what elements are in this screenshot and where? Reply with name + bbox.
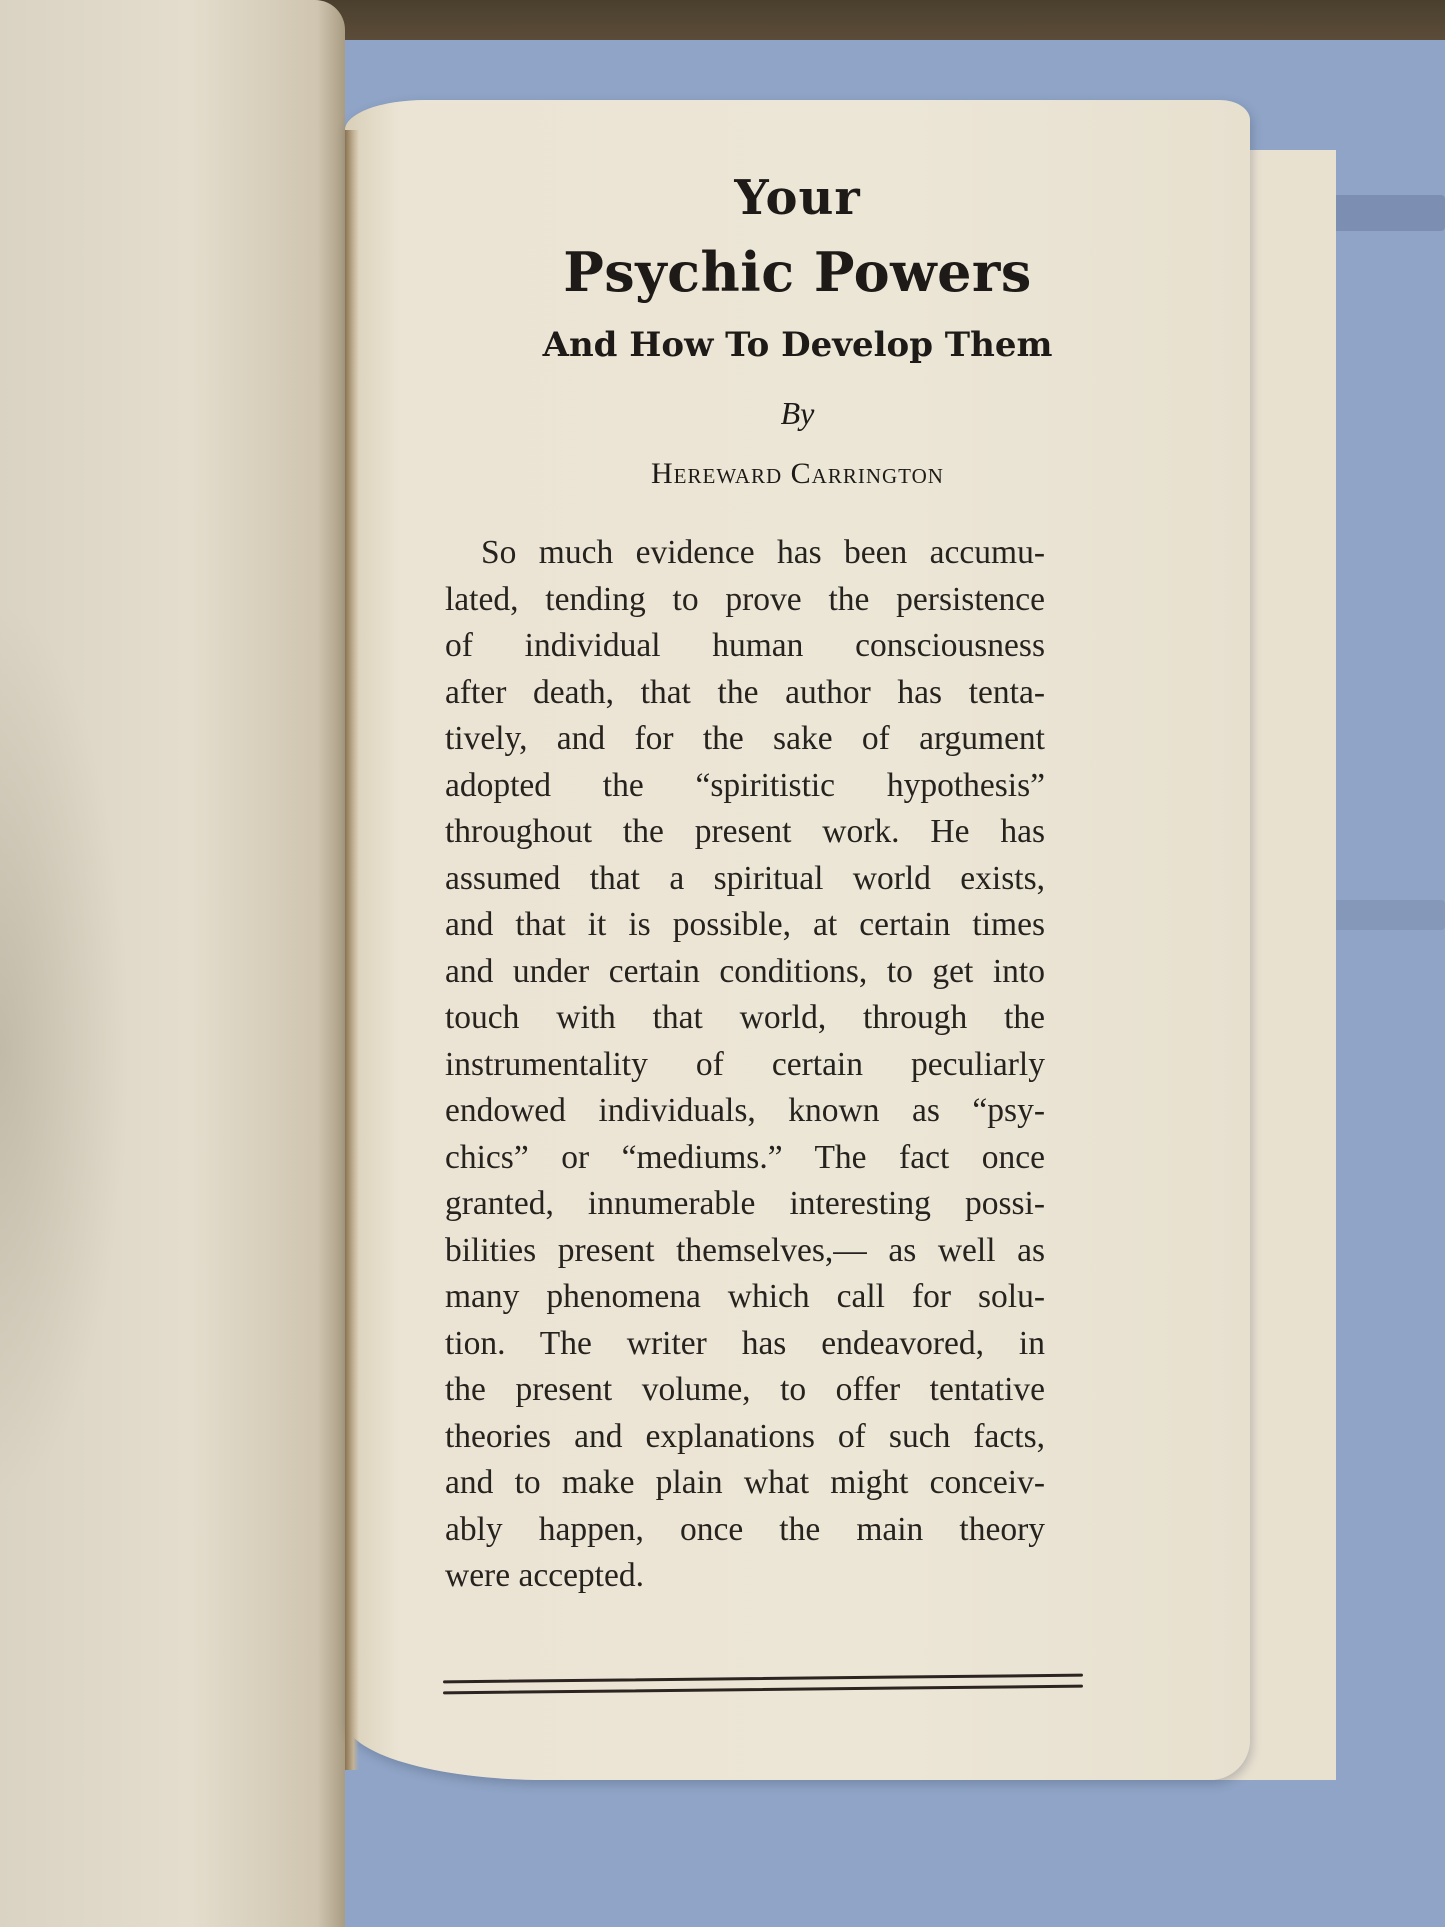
title-line-1: Your bbox=[734, 170, 861, 226]
text-line: bilities present themselves,— as well as bbox=[445, 1231, 1045, 1269]
text-line: lated, tending to prove the persistence bbox=[445, 580, 1045, 618]
text-line: ably happen, once the main theory bbox=[445, 1510, 1045, 1548]
text-line: assumed that a spiritual world exists, bbox=[445, 859, 1045, 897]
text-line: and that it is possible, at certain times bbox=[445, 906, 1045, 943]
left-page-shadow bbox=[0, 600, 130, 1500]
text-line: chics” or “mediums.” The fact once bbox=[445, 1138, 1045, 1176]
text-line: tively, and for the sake of argument bbox=[445, 720, 1045, 757]
text-line: throughout the present work. He has bbox=[445, 813, 1045, 850]
text-line: after death, that the author has tenta- bbox=[445, 673, 1045, 711]
text-line: were accepted. bbox=[445, 1557, 644, 1594]
decorative-double-rule-top bbox=[443, 1674, 1083, 1684]
text-line: touch with that world, through the bbox=[445, 999, 1045, 1036]
text-line: instrumentality of certain peculiarly bbox=[445, 1045, 1045, 1083]
text-line: granted, innumerable interesting possi- bbox=[445, 1185, 1045, 1222]
author-name: Hereward Carrington bbox=[651, 457, 944, 490]
title-line-2: Psychic Powers bbox=[563, 240, 1032, 304]
text-line: the present volume, to offer tentative bbox=[445, 1371, 1045, 1408]
body-paragraph bbox=[445, 530, 1045, 1600]
text-line: many phenomena which call for solu- bbox=[445, 1278, 1045, 1315]
decorative-double-rule-bottom bbox=[443, 1685, 1083, 1695]
table-surface-ridge bbox=[1325, 900, 1445, 930]
text-line: and under certain conditions, to get into bbox=[445, 952, 1045, 990]
text-line: tion. The writer has endeavored, in bbox=[445, 1324, 1045, 1362]
text-line: So much evidence has been accumu- bbox=[481, 534, 1045, 571]
text-line: and to make plain what might conceiv- bbox=[445, 1464, 1045, 1501]
text-line: of individual human consciousness bbox=[445, 627, 1045, 664]
byline-by: By bbox=[780, 395, 815, 431]
text-line: theories and explanations of such facts, bbox=[445, 1417, 1045, 1455]
book-page bbox=[345, 100, 1250, 1780]
text-line: adopted the “spiritistic hypothesis” bbox=[445, 766, 1045, 804]
page-gutter bbox=[345, 130, 359, 1770]
text-line: endowed individuals, known as “psy- bbox=[445, 1092, 1045, 1129]
table-surface-ridge bbox=[1325, 195, 1445, 231]
subtitle: And How To Develop Them bbox=[542, 325, 1053, 365]
